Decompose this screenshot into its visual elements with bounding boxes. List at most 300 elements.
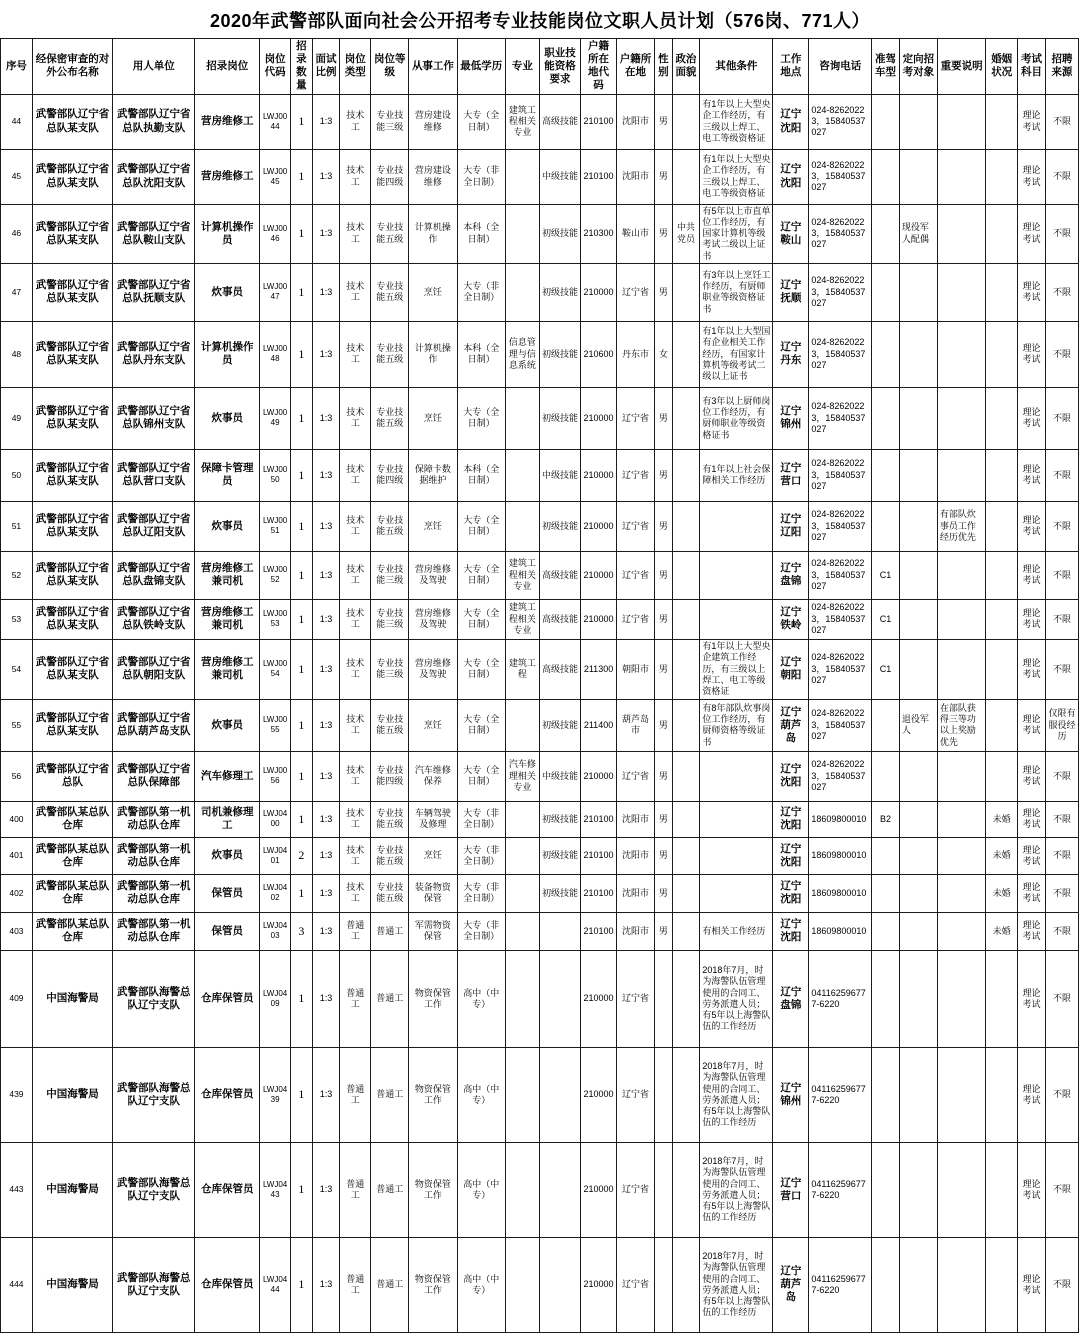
- cell: [700, 751, 773, 801]
- cell: 葫芦岛市: [617, 699, 655, 751]
- cell: [872, 501, 900, 551]
- cell: 211400: [581, 699, 617, 751]
- cell: [937, 94, 985, 149]
- cell: [899, 1047, 937, 1142]
- cell: 辽宁营口: [773, 1142, 809, 1237]
- cell: 武警部队辽宁省总队抚顺支队: [113, 263, 195, 321]
- cell: 辽宁抚顺: [773, 263, 809, 321]
- cell: 高级技能: [539, 639, 580, 699]
- cell: [700, 837, 773, 874]
- cell: 024-82620223，15840537027: [809, 599, 872, 639]
- cell: [986, 1237, 1018, 1332]
- cell: 理论考试: [1018, 599, 1046, 639]
- cell: 专业技能四级: [371, 149, 409, 204]
- cell: 技术工: [340, 599, 371, 639]
- cell: 专业技能五级: [371, 204, 409, 263]
- cell: 武警部队辽宁省总队锦州支队: [113, 387, 195, 449]
- cell: [672, 950, 700, 1047]
- cell: 汽车修理相关专业: [505, 751, 539, 801]
- cell: 1: [291, 449, 313, 501]
- cell: 男: [655, 449, 672, 501]
- cell: 高中（中专）: [457, 950, 505, 1047]
- table-row: [1, 387, 1079, 449]
- cell: LWJ0402: [260, 874, 291, 912]
- cell: 不限: [1045, 874, 1078, 912]
- cell: 武警部队辽宁省总队朝阳支队: [113, 639, 195, 699]
- cell: [872, 1047, 900, 1142]
- cell: 210000: [581, 1237, 617, 1332]
- cell: 武警部队辽宁省总队某支队: [32, 599, 112, 639]
- cell: 初级技能: [539, 204, 580, 263]
- cell: 210000: [581, 1142, 617, 1237]
- cell: LWJ0052: [260, 551, 291, 599]
- cell: 不限: [1045, 449, 1078, 501]
- cell: 装备物资保管: [409, 874, 457, 912]
- cell: [672, 751, 700, 801]
- cell: 2018年7月，时为海警队伍管理使用的合同工、劳务派遣人员；有5年以上海警队伍的工作经历: [700, 950, 773, 1047]
- cell: 辽宁省: [617, 599, 655, 639]
- cell: [899, 149, 937, 204]
- cell: 武警部队某总队仓库: [32, 874, 112, 912]
- cell: 男: [655, 263, 672, 321]
- cell: 保管员: [195, 912, 260, 950]
- cell: 1: [291, 751, 313, 801]
- cell: 本科（全日制）: [457, 449, 505, 501]
- cell: 大专（全日制）: [457, 639, 505, 699]
- cell: 仓库保管员: [195, 1047, 260, 1142]
- cell: 营房维修工: [195, 94, 260, 149]
- cell: 有8年部队炊事岗位工作经历，有厨师资格等级证书: [700, 699, 773, 751]
- column-header-26: 招聘来源: [1045, 39, 1078, 95]
- cell: 大专（全日制）: [457, 501, 505, 551]
- cell: 不限: [1045, 950, 1078, 1047]
- cell: 辽宁沈阳: [773, 801, 809, 837]
- cell: 计算机操作员: [195, 321, 260, 387]
- cell: [986, 599, 1018, 639]
- cell: 男: [655, 501, 672, 551]
- cell: LWJ0050: [260, 449, 291, 501]
- cell: 中国海警局: [32, 1142, 112, 1237]
- cell: [899, 501, 937, 551]
- cell: LWJ0054: [260, 639, 291, 699]
- cell: 不限: [1045, 801, 1078, 837]
- cell: [672, 1237, 700, 1332]
- cell: 辽宁省: [617, 1047, 655, 1142]
- table-row: [1, 837, 1079, 874]
- cell: 沈阳市: [617, 874, 655, 912]
- cell: 初级技能: [539, 501, 580, 551]
- cell: 丹东市: [617, 321, 655, 387]
- cell: 建筑工程相关专业: [505, 599, 539, 639]
- cell: 专业技能五级: [371, 699, 409, 751]
- cell: [655, 1142, 672, 1237]
- cell: 49: [1, 387, 33, 449]
- cell: 司机兼修理工: [195, 801, 260, 837]
- cell: [899, 387, 937, 449]
- column-header-6: 招录数量: [291, 39, 313, 95]
- table-row: [1, 639, 1079, 699]
- cell: 专业技能三级: [371, 94, 409, 149]
- cell: 1:3: [312, 1142, 340, 1237]
- cell: [937, 204, 985, 263]
- cell: LWJ0439: [260, 1047, 291, 1142]
- cell: [505, 912, 539, 950]
- cell: [937, 387, 985, 449]
- cell: [986, 551, 1018, 599]
- cell: 武警部队海警总队辽宁支队: [113, 1237, 195, 1332]
- cell: 武警部队辽宁省总队: [32, 751, 112, 801]
- column-header-11: 最低学历: [457, 39, 505, 95]
- cell: 不限: [1045, 837, 1078, 874]
- cell: 中级技能: [539, 149, 580, 204]
- column-header-4: 招录岗位: [195, 39, 260, 95]
- cell: 烹饪: [409, 837, 457, 874]
- cell: 武警部队某总队仓库: [32, 801, 112, 837]
- cell: [899, 94, 937, 149]
- cell: 210100: [581, 149, 617, 204]
- cell: 大专（全日制）: [457, 94, 505, 149]
- cell: 1:3: [312, 639, 340, 699]
- cell: 未婚: [986, 874, 1018, 912]
- table-header: [1, 39, 1079, 95]
- cell: 普通工: [340, 1237, 371, 1332]
- cell: 初级技能: [539, 801, 580, 837]
- column-header-21: 准驾车型: [872, 39, 900, 95]
- cell: [505, 874, 539, 912]
- cell: [986, 149, 1018, 204]
- column-header-22: 定向招考对象: [899, 39, 937, 95]
- cell: 炊事员: [195, 699, 260, 751]
- cell: 武警部队辽宁省总队沈阳支队: [113, 149, 195, 204]
- cell: 1:3: [312, 204, 340, 263]
- column-header-24: 婚姻状况: [986, 39, 1018, 95]
- cell: 52: [1, 551, 33, 599]
- cell: 计算机操作员: [195, 204, 260, 263]
- cell: 1: [291, 149, 313, 204]
- cell: [672, 387, 700, 449]
- cell: 技术工: [340, 94, 371, 149]
- cell: 物资保管工作: [409, 1047, 457, 1142]
- table-row: [1, 950, 1079, 1047]
- cell: 1: [291, 1237, 313, 1332]
- cell: [937, 149, 985, 204]
- cell: [672, 837, 700, 874]
- cell: 武警部队辽宁省总队铁岭支队: [113, 599, 195, 639]
- cell: LWJ0443: [260, 1142, 291, 1237]
- cell: 专业技能五级: [371, 837, 409, 874]
- cell: 401: [1, 837, 33, 874]
- table-row: [1, 874, 1079, 912]
- cell: [986, 94, 1018, 149]
- cell: 辽宁省: [617, 551, 655, 599]
- cell: 不限: [1045, 263, 1078, 321]
- cell: 辽宁沈阳: [773, 874, 809, 912]
- cell: [700, 551, 773, 599]
- cell: [899, 551, 937, 599]
- cell: 普通工: [340, 1142, 371, 1237]
- cell: 402: [1, 874, 33, 912]
- cell: 理论考试: [1018, 639, 1046, 699]
- cell: [505, 387, 539, 449]
- cell: 444: [1, 1237, 33, 1332]
- cell: 大专（非全日制）: [457, 912, 505, 950]
- cell: [899, 263, 937, 321]
- cell: [672, 321, 700, 387]
- cell: 210300: [581, 204, 617, 263]
- cell: 041162596777-6220: [809, 950, 872, 1047]
- cell: 专业技能三级: [371, 551, 409, 599]
- cell: 1:3: [312, 149, 340, 204]
- cell: 武警部队辽宁省总队某支队: [32, 501, 112, 551]
- cell: [986, 1047, 1018, 1142]
- cell: 仓库保管员: [195, 1142, 260, 1237]
- cell: 210100: [581, 801, 617, 837]
- cell: 专业技能三级: [371, 639, 409, 699]
- cell: 024-82620223，15840537027: [809, 387, 872, 449]
- cell: [872, 912, 900, 950]
- cell: [986, 699, 1018, 751]
- cell: [872, 874, 900, 912]
- cell: [672, 501, 700, 551]
- cell: 024-82620223，15840537027: [809, 699, 872, 751]
- cell: 中级技能: [539, 751, 580, 801]
- cell: 普通工: [340, 1047, 371, 1142]
- cell: 辽宁锦州: [773, 1047, 809, 1142]
- cell: 保障卡数据维护: [409, 449, 457, 501]
- cell: 武警部队辽宁省总队某支队: [32, 699, 112, 751]
- cell: 024-82620223，15840537027: [809, 501, 872, 551]
- cell: [899, 837, 937, 874]
- cell: 1: [291, 551, 313, 599]
- cell: [937, 449, 985, 501]
- cell: 211300: [581, 639, 617, 699]
- cell: 技术工: [340, 263, 371, 321]
- cell: [899, 950, 937, 1047]
- cell: 不限: [1045, 639, 1078, 699]
- cell: 024-82620223，15840537027: [809, 639, 872, 699]
- column-header-8: 岗位类型: [340, 39, 371, 95]
- cell: 武警部队某总队仓库: [32, 837, 112, 874]
- cell: 武警部队辽宁省总队某支队: [32, 551, 112, 599]
- cell: 辽宁省: [617, 1142, 655, 1237]
- cell: 53: [1, 599, 33, 639]
- cell: 理论考试: [1018, 874, 1046, 912]
- cell: 武警部队海警总队辽宁支队: [113, 950, 195, 1047]
- column-header-7: 面试比例: [312, 39, 340, 95]
- cell: [937, 599, 985, 639]
- cell: [505, 204, 539, 263]
- cell: 210000: [581, 1047, 617, 1142]
- cell: 辽宁盘锦: [773, 551, 809, 599]
- cell: 有5年以上市直单位工作经历，有国家计算机等级考试二级以上证书: [700, 204, 773, 263]
- cell: 本科（全日制）: [457, 204, 505, 263]
- table-row: [1, 751, 1079, 801]
- cell: 普通工: [371, 1142, 409, 1237]
- cell: [672, 1047, 700, 1142]
- cell: 信息管理与信息系统: [505, 321, 539, 387]
- cell: [700, 874, 773, 912]
- cell: LWJ0045: [260, 149, 291, 204]
- cell: [655, 950, 672, 1047]
- cell: 1:3: [312, 599, 340, 639]
- cell: 男: [655, 751, 672, 801]
- cell: 辽宁营口: [773, 449, 809, 501]
- cell: 技术工: [340, 639, 371, 699]
- cell: 理论考试: [1018, 1047, 1046, 1142]
- cell: 400: [1, 801, 33, 837]
- cell: 不限: [1045, 751, 1078, 801]
- cell: 沈阳市: [617, 149, 655, 204]
- cell: 024-82620223，15840537027: [809, 263, 872, 321]
- cell: LWJ0444: [260, 1237, 291, 1332]
- cell: 汽车维修保养: [409, 751, 457, 801]
- cell: 男: [655, 599, 672, 639]
- cell: 辽宁沈阳: [773, 149, 809, 204]
- cell: [937, 321, 985, 387]
- cell: 专业技能五级: [371, 501, 409, 551]
- cell: [899, 912, 937, 950]
- table-row: [1, 149, 1079, 204]
- cell: 44: [1, 94, 33, 149]
- cell: 210100: [581, 874, 617, 912]
- cell: 营房维修及驾驶: [409, 551, 457, 599]
- cell: 辽宁沈阳: [773, 912, 809, 950]
- cell: 沈阳市: [617, 837, 655, 874]
- cell: 1:3: [312, 751, 340, 801]
- cell: 初级技能: [539, 263, 580, 321]
- cell: 男: [655, 801, 672, 837]
- cell: 理论考试: [1018, 837, 1046, 874]
- cell: [899, 801, 937, 837]
- cell: 武警部队第一机动总队仓库: [113, 874, 195, 912]
- cell: 1: [291, 639, 313, 699]
- cell: 210000: [581, 950, 617, 1047]
- cell: 辽宁省: [617, 950, 655, 1047]
- cell: 烹饪: [409, 501, 457, 551]
- cell: [655, 1237, 672, 1332]
- cell: 初级技能: [539, 837, 580, 874]
- cell: 辽宁葫芦岛: [773, 1237, 809, 1332]
- cell: 1:3: [312, 263, 340, 321]
- cell: [672, 639, 700, 699]
- cell: LWJ0403: [260, 912, 291, 950]
- cell: 理论考试: [1018, 149, 1046, 204]
- cell: 理论考试: [1018, 449, 1046, 501]
- cell: 1:3: [312, 501, 340, 551]
- cell: 武警部队辽宁省总队辽阳支队: [113, 501, 195, 551]
- cell: [872, 837, 900, 874]
- cell: 中国海警局: [32, 1237, 112, 1332]
- cell: [986, 1142, 1018, 1237]
- cell: LWJ0049: [260, 387, 291, 449]
- cell: [937, 950, 985, 1047]
- cell: 辽宁朝阳: [773, 639, 809, 699]
- cell: 1: [291, 1142, 313, 1237]
- cell: 高中（中专）: [457, 1142, 505, 1237]
- cell: [539, 950, 580, 1047]
- cell: 技术工: [340, 751, 371, 801]
- cell: 辽宁省: [617, 387, 655, 449]
- cell: 营房维修工兼司机: [195, 639, 260, 699]
- column-header-14: 户籍所在地代码: [581, 39, 617, 95]
- cell: [899, 449, 937, 501]
- column-header-19: 工作地点: [773, 39, 809, 95]
- cell: 计算机操作: [409, 321, 457, 387]
- column-header-23: 重要说明: [937, 39, 985, 95]
- page-title: 2020年武警部队面向社会公开招考专业技能岗位文职人员计划（576岗、771人）: [209, 11, 871, 31]
- cell: 沈阳市: [617, 94, 655, 149]
- cell: 理论考试: [1018, 204, 1046, 263]
- cell: 朝阳市: [617, 639, 655, 699]
- cell: 理论考试: [1018, 912, 1046, 950]
- cell: 营房维修及驾驶: [409, 639, 457, 699]
- cell: 男: [655, 912, 672, 950]
- cell: [539, 1047, 580, 1142]
- cell: [937, 263, 985, 321]
- cell: 1: [291, 263, 313, 321]
- cell: 男: [655, 149, 672, 204]
- column-header-12: 专业: [505, 39, 539, 95]
- cell: 024-82620223，15840537027: [809, 551, 872, 599]
- cell: 024-82620223，15840537027: [809, 751, 872, 801]
- cell: 普通工: [371, 1237, 409, 1332]
- cell: C1: [872, 599, 900, 639]
- cell: 18609800010: [809, 912, 872, 950]
- cell: [505, 1047, 539, 1142]
- cell: 210100: [581, 837, 617, 874]
- table-row: [1, 699, 1079, 751]
- cell: 物资保管工作: [409, 1142, 457, 1237]
- cell: 武警部队辽宁省总队盘锦支队: [113, 551, 195, 599]
- cell: 武警部队某总队仓库: [32, 912, 112, 950]
- cell: 1: [291, 874, 313, 912]
- cell: 理论考试: [1018, 501, 1046, 551]
- cell: 理论考试: [1018, 94, 1046, 149]
- cell: 1:3: [312, 699, 340, 751]
- cell: 专业技能四级: [371, 449, 409, 501]
- cell: [937, 837, 985, 874]
- cell: [937, 1142, 985, 1237]
- column-header-18: 其他条件: [700, 39, 773, 95]
- cell: 1: [291, 950, 313, 1047]
- cell: 2018年7月，时为海警队伍管理使用的合同工、劳务派遣人员；有5年以上海警队伍的工作经历: [700, 1142, 773, 1237]
- cell: 专业技能五级: [371, 801, 409, 837]
- cell: [505, 837, 539, 874]
- cell: 55: [1, 699, 33, 751]
- cell: 炊事员: [195, 837, 260, 874]
- cell: 辽宁沈阳: [773, 94, 809, 149]
- cell: 女: [655, 321, 672, 387]
- cell: 初级技能: [539, 387, 580, 449]
- column-header-16: 性别: [655, 39, 672, 95]
- cell: [700, 501, 773, 551]
- cell: 大专（非全日制）: [457, 837, 505, 874]
- cell: 443: [1, 1142, 33, 1237]
- cell: [872, 1142, 900, 1237]
- table-row: [1, 801, 1079, 837]
- cell: LWJ0056: [260, 751, 291, 801]
- cell: 18609800010: [809, 837, 872, 874]
- cell: 理论考试: [1018, 801, 1046, 837]
- cell: [872, 449, 900, 501]
- cell: [672, 94, 700, 149]
- column-header-10: 从事工作: [409, 39, 457, 95]
- cell: 409: [1, 950, 33, 1047]
- cell: 不限: [1045, 1047, 1078, 1142]
- cell: 烹饪: [409, 387, 457, 449]
- cell: 物资保管工作: [409, 950, 457, 1047]
- cell: 初级技能: [539, 699, 580, 751]
